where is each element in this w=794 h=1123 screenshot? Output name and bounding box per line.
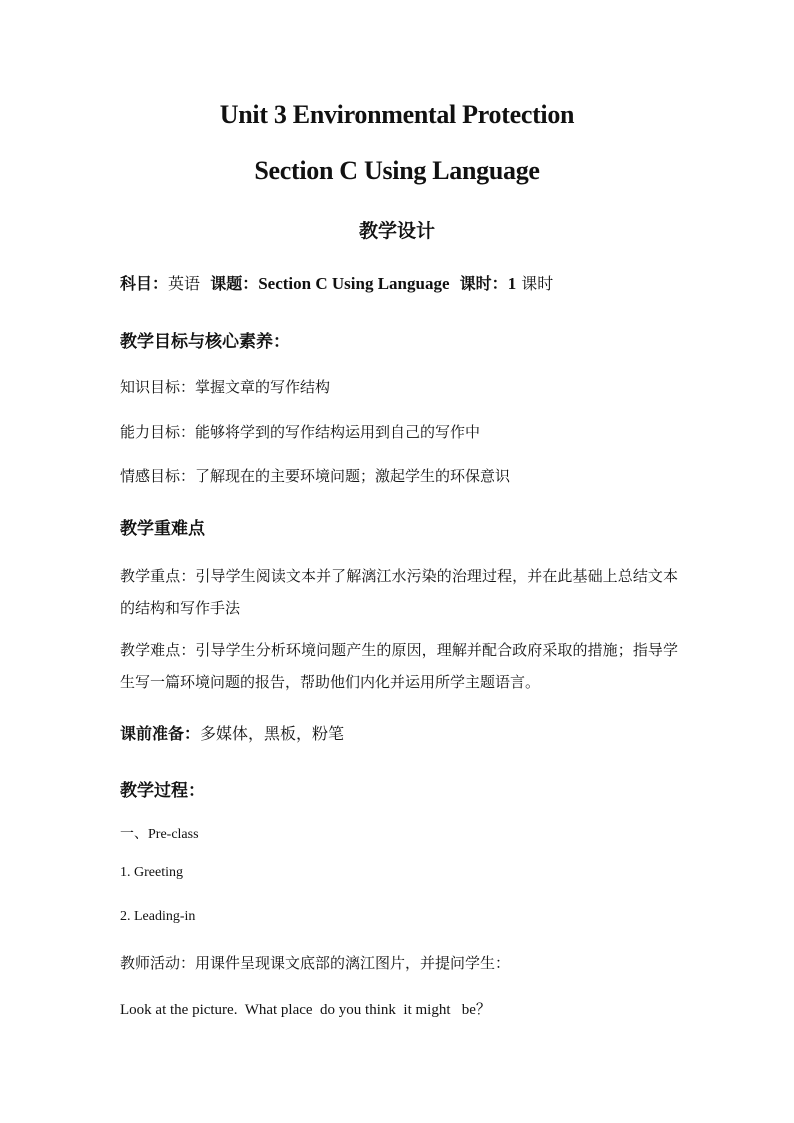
- period-value: 1: [507, 274, 517, 293]
- process-step-leading-in: 2. Leading-in: [120, 909, 196, 924]
- objectives-heading: 教学目标与核心素养：: [120, 332, 290, 352]
- course-meta-line: [120, 271, 680, 294]
- subject-label: 科目：: [120, 274, 169, 293]
- preparation-label: 课前准备：: [120, 724, 201, 743]
- document-title-section: Section C Using Language: [254, 156, 540, 185]
- process-section-preclass: 一、Pre-class: [120, 827, 199, 842]
- subject-value: 英语: [168, 274, 201, 293]
- process-heading: 教学过程：: [120, 781, 205, 801]
- objective-ability: 能力目标：能够将学到的写作结构运用到自己的写作中: [120, 423, 481, 441]
- period-label: 课时：: [459, 274, 508, 293]
- key-point-focus: 教学重点：引导学生阅读文本并了解漓江水污染的治理过程，并在此基础上总结文本的结构和写作手法: [120, 567, 678, 617]
- period-unit: 课时: [521, 274, 554, 293]
- objective-knowledge: 知识目标：掌握文章的写作结构: [120, 378, 331, 396]
- lead-in-question: Look at the picture. What place do you think it might be？: [120, 1002, 491, 1018]
- topic-value: Section C Using Language: [258, 274, 450, 293]
- objective-emotion: 情感目标：了解现在的主要环境问题；激起学生的环保意识: [120, 467, 511, 485]
- preparation-value: 多媒体，黑板，粉笔: [200, 724, 345, 743]
- process-step-greeting: 1. Greeting: [120, 865, 183, 880]
- key-point-difficulty: 教学难点：引导学生分析环境问题产生的原因，理解并配合政府采取的措施；指导学生写一篇环境问题的报告，帮助他们内化并运用所学主题语言。: [120, 641, 678, 691]
- document-subtitle: 教学设计: [358, 220, 435, 242]
- teacher-activity: 教师活动：用课件呈现课文底部的漓江图片，并提问学生：: [120, 954, 511, 972]
- document-title-unit: Unit 3 Environmental Protection: [219, 100, 575, 129]
- key-points-heading: 教学重难点: [120, 519, 205, 539]
- preparation-line: [120, 721, 680, 744]
- topic-label: 课题：: [210, 274, 259, 293]
